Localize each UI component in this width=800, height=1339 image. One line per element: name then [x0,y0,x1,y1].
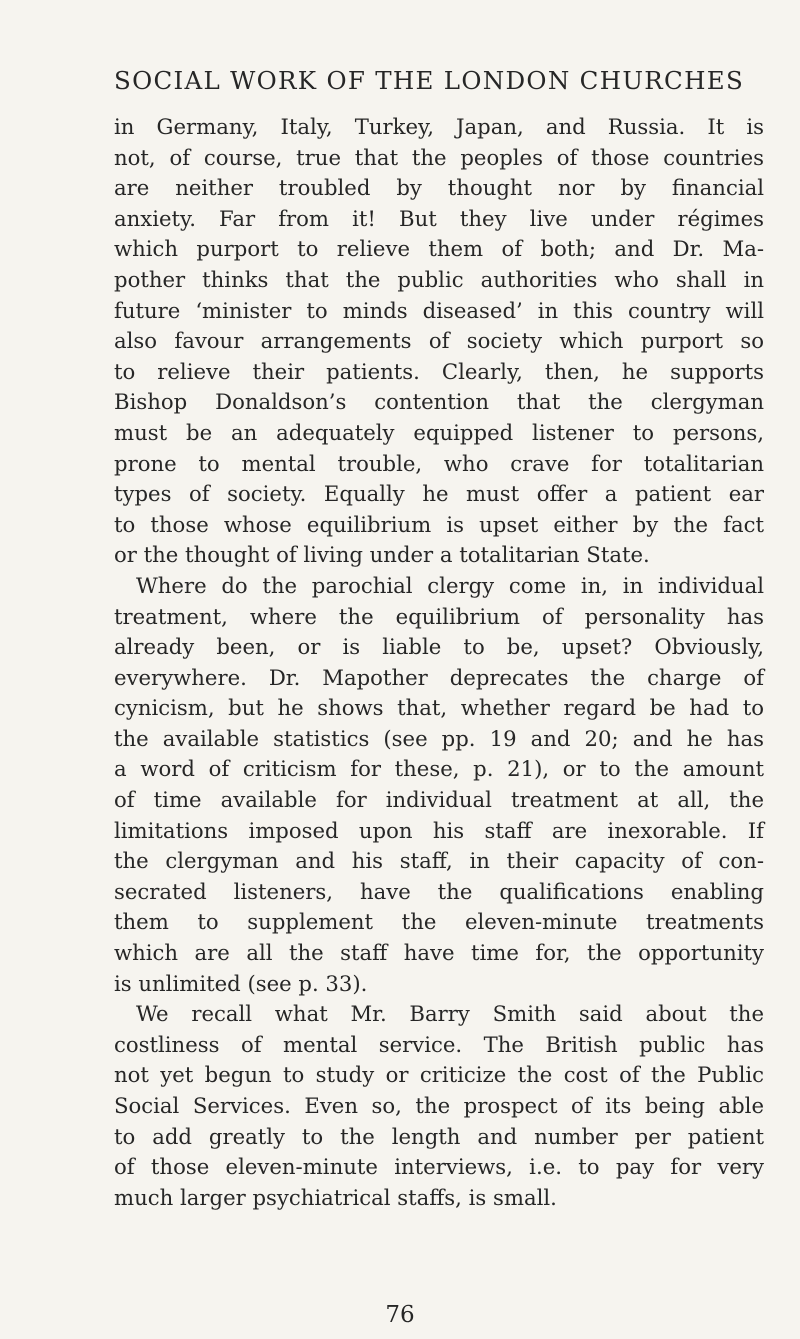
text-line: the available statistics (see pp. 19 and 20; and he has [114,725,764,751]
text-line: which are all the staff have time for, the opportunity [114,940,764,966]
text-line: to relieve their patients. Clearly, then, he supports [114,358,764,384]
text-line: future ‘minister to minds diseased’ in this country will [114,297,764,323]
text-line: of those eleven-minute interviews, i.e. to pay for very [114,1154,764,1180]
text-line: in Germany, Italy, Turkey, Japan, and Russia. It is [114,114,764,139]
text-line: costliness of mental service. The British public has [114,1031,764,1057]
running-head: SOCIAL WORK OF THE LONDON CHURCHES [114,66,745,95]
text-line: which purport to relieve them of both; and Dr. Ma- [114,236,764,262]
text-line: is unlimited (see p. 33). [114,970,368,996]
text-line: Social Services. Even so, the prospect of its being able [114,1093,764,1118]
text-line: already been, or is liable to be, upset? Obviously, [114,634,764,660]
text-line: anxiety. Far from it! But they live under régimes [114,205,764,231]
text-line: types of society. Equally he must offer a patient ear [114,481,764,507]
text-line: pother thinks that the public authorities who shall in [114,266,764,292]
text-line: also favour arrangements of society which purport so [114,328,764,354]
text-line: We recall what Mr. Barry Smith said about the [136,1001,764,1027]
text-line: them to supplement the eleven-minute treatments [114,909,764,935]
text-line: a word of criticism for these, p. 21), or to the amount [114,756,764,782]
text-line: secrated listeners, have the qualifications enabling [114,878,764,904]
page-number: 76 [385,1302,415,1328]
text-line: treatment, where the equilibrium of personality has [114,603,764,629]
text-line: much larger psychiatrical staffs, is small. [114,1184,557,1210]
text-line: Where do the parochial clergy come in, in individual [136,572,764,598]
body-text [114,112,764,1213]
text-line: prone to mental trouble, who crave for totalitarian [114,450,764,476]
text-line: are neither troubled by thought nor by financial [114,175,764,201]
text-line: not yet begun to study or criticize the cost of the Public [114,1062,764,1088]
text-line: or the thought of living under a totalitarian State. [114,542,650,568]
text-line: Bishop Donaldson’s contention that the clergyman [114,389,764,415]
text-line: to add greatly to the length and number per patient [114,1123,764,1149]
text-line: cynicism, but he shows that, whether regard be had to [114,695,764,721]
text-line: everywhere. Dr. Mapother deprecates the charge of [114,664,764,690]
text-line: must be an adequately equipped listener to persons, [114,419,764,445]
text-line: to those whose equilibrium is upset either by the fact [114,511,764,537]
text-line: not, of course, true that the peoples of those countries [114,144,764,170]
text-line: limitations imposed upon his staff are inexorable. If [114,817,764,843]
text-line: the clergyman and his staff, in their capacity of con- [114,848,764,874]
text-line: of time available for individual treatment at all, the [114,787,764,813]
